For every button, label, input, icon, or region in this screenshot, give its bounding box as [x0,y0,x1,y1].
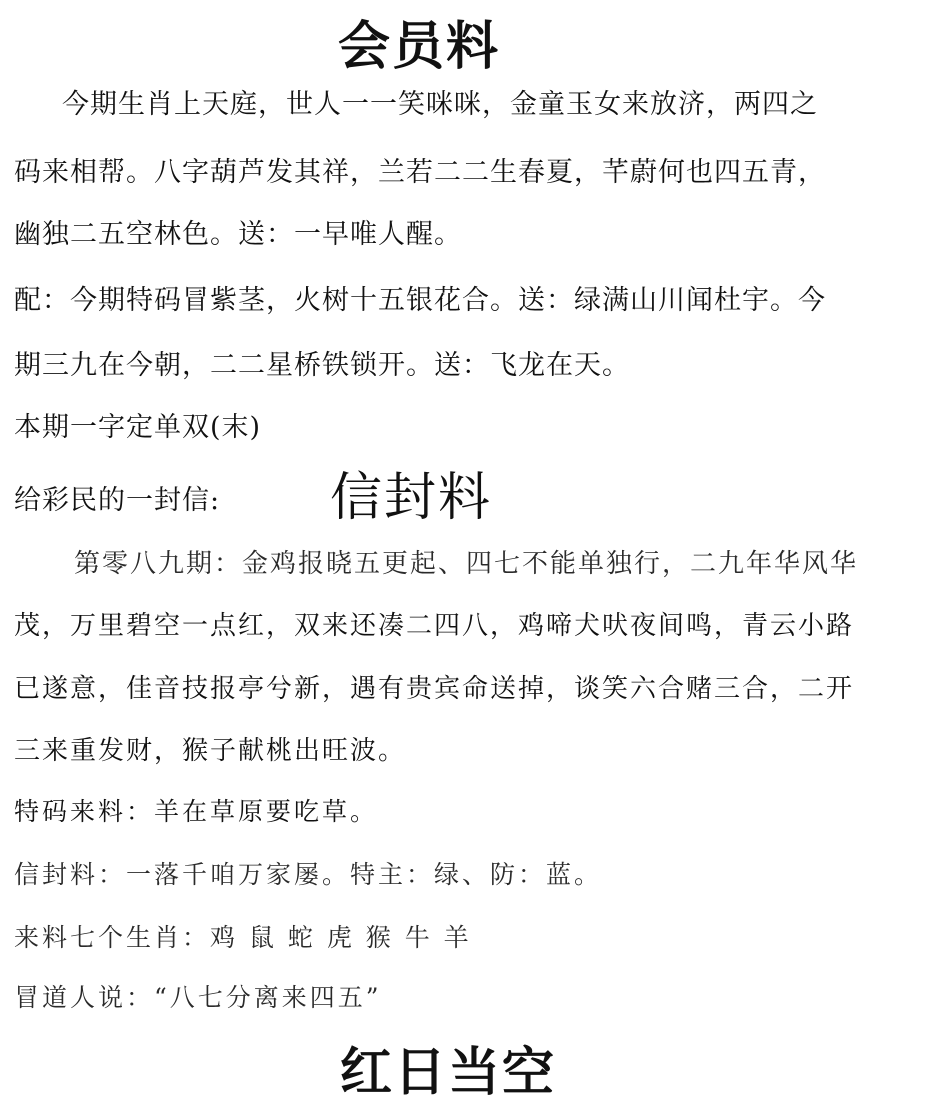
title-red-sun: 红日当空 [340,1042,557,1103]
title-envelope: 信封料 [330,468,493,528]
member-line-4: 配：今期特码冒紫茎，火树十五银花合。送：绿满山川闻杜宇。今 [14,285,826,316]
taoist-saying-line: 冒道人说：“八七分离来四五” [14,983,382,1012]
envelope-line-4: 三来重发财，猴子献桃出旺波。 [14,736,407,766]
envelope-line-3: 已遂意，佳音技报亭兮新，遇有贵宾命送掉，谈笑六合赌三合，二开 [14,674,855,704]
member-line-5: 期三九在今朝，二二星桥铁锁开。送：飞龙在天。 [14,350,630,381]
zodiac-line: 来料七个生肖：鸡 鼠 蛇 虎 猴 牛 羊 [14,923,472,952]
special-code-line: 特码来料：羊在草原要吃草。 [14,797,379,826]
member-line-6: 本期一字定单双(末) [14,412,262,443]
letter-intro: 给彩民的一封信: [14,485,221,516]
member-line-2: 码来相帮。八字葫芦发其祥，兰若二二生春夏，芊蔚何也四五青， [14,157,826,188]
envelope-line-1: 第零八九期：金鸡报晓五更起、四七不能单独行，二九年华风华 [74,549,859,579]
member-line-1: 今期生肖上天庭，世人一一笑咪咪，金童玉女来放济，两四之 [62,89,818,120]
title-member: 会员料 [338,16,501,77]
member-line-3: 幽独二五空林色。送：一早唯人醒。 [14,219,462,250]
envelope-line-2: 茂，万里碧空一点红，双来还凑二四八，鸡啼犬吠夜间鸣，青云小路 [14,611,855,641]
envelope-code-line: 信封料：一落千咱万家屡。特主：绿、防：蓝。 [14,860,603,889]
